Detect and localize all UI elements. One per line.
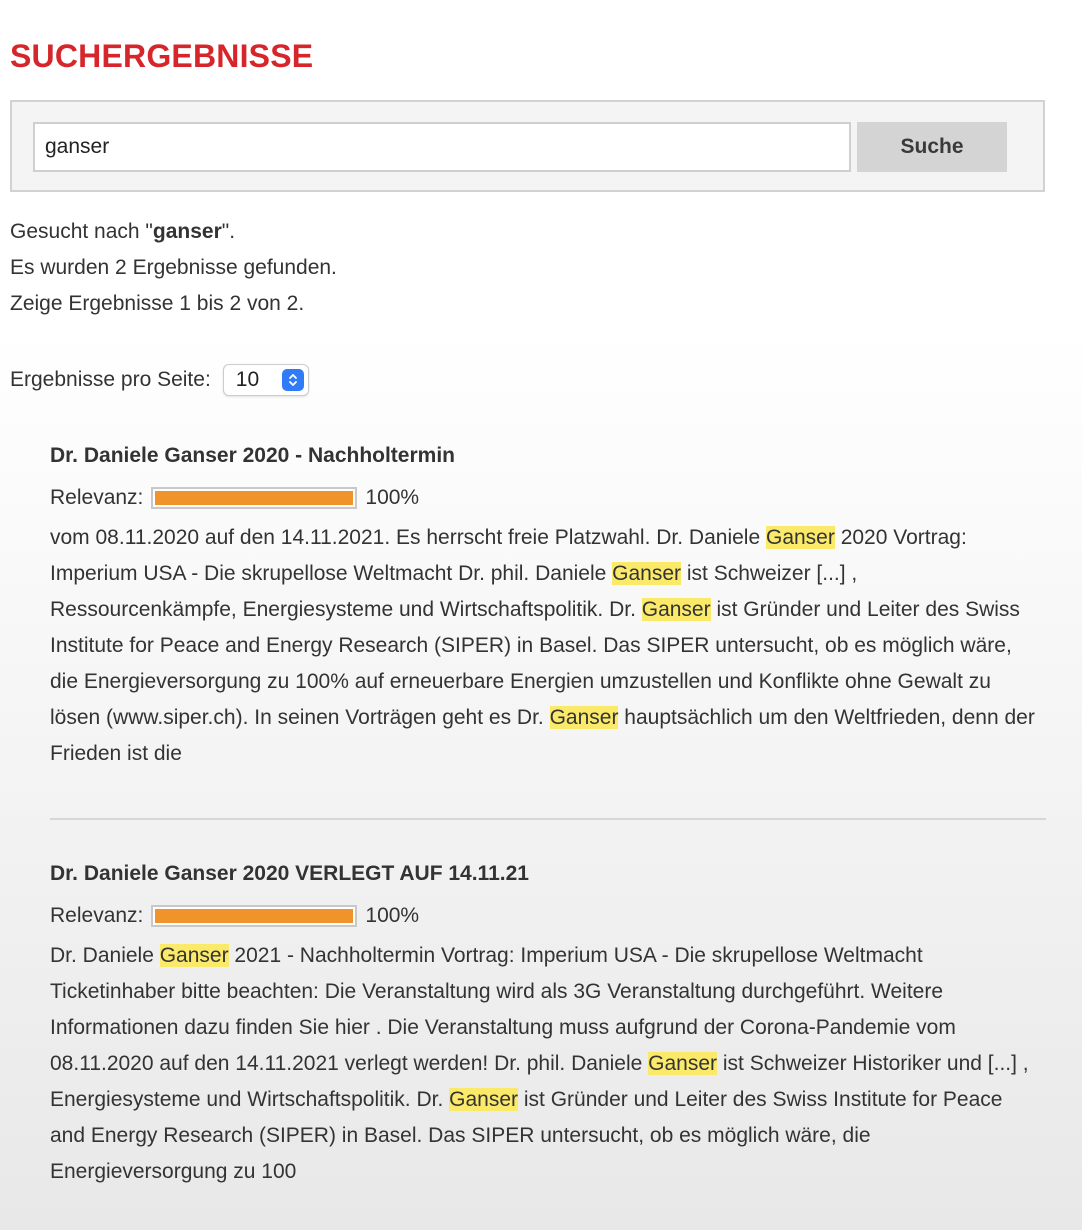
snippet-text: ist Gründer und Leiter des Swiss Institute for Peace and Energy Research (SIPER) in Basel. Das SIPER untersucht, ob es möglich wäre, die Energieversorgung zu 100% auf erneuerbare Energien umzustellen und Konflikte ohne Gewalt zu lösen (www.siper.ch). In seinen Vorträgen geht es Dr. xyxy=(50,598,1020,729)
searched-term: ganser xyxy=(152,220,222,243)
per-page-selected-value: 10 xyxy=(235,368,260,391)
highlighted-term: Ganser xyxy=(641,598,711,621)
result-snippet xyxy=(50,938,1040,1190)
searched-prefix: Gesucht nach " xyxy=(10,220,153,243)
select-arrows-icon xyxy=(282,369,304,391)
page-title: SUCHERGEBNISSE xyxy=(10,38,314,74)
snippet-text: ist Schweizer [...] , Ressourcenkämpfe, Energiesysteme und Wirtschaftspolitik. Dr. xyxy=(50,562,858,621)
relevance-bar xyxy=(151,905,357,927)
snippet-text: ist Gründer und Leiter des Swiss Institute for Peace and Energy Research (SIPER) in Basel. Das SIPER untersucht, ob es möglich wäre, die Energieversorgung zu 100 xyxy=(50,1088,1003,1183)
per-page-select[interactable] xyxy=(223,364,309,396)
result-title[interactable]: Dr. Daniele Ganser 2020 VERLEGT AUF 14.11.21 xyxy=(50,862,529,885)
highlighted-term: Ganser xyxy=(765,526,835,549)
results-per-page xyxy=(10,362,309,398)
search-result xyxy=(50,856,1046,1190)
search-box xyxy=(10,100,1045,192)
snippet-text: 2021 - Nachholtermin Vortrag: Imperium USA - Die skrupellose Weltmacht Ticketinhaber bitte beachten: Die Veranstaltung wird als 3G Veranstaltung durchgeführt. Weitere Informationen dazu finden Sie hier . Die Veranstaltung muss aufgrund der Corona-Pandemie vom 08.11.2020 auf den 14.11.2021 verlegt werden! Dr. phil. Daniele xyxy=(50,944,956,1075)
highlighted-term: Ganser xyxy=(549,706,619,729)
highlighted-term: Ganser xyxy=(159,944,229,967)
results-found-text: Es wurden 2 Ergebnisse gefunden. xyxy=(10,256,337,279)
highlighted-term: Ganser xyxy=(449,1088,519,1111)
relevance-value: 100% xyxy=(365,486,420,509)
per-page-label: Ergebnisse pro Seite: xyxy=(10,368,211,391)
snippet-text: hauptsächlich um den Weltfrieden, denn der Frieden ist die xyxy=(50,706,1035,765)
highlighted-term: Ganser xyxy=(648,1052,718,1075)
result-title[interactable]: Dr. Daniele Ganser 2020 - Nachholtermin xyxy=(50,444,455,467)
snippet-text: vom 08.11.2020 auf den 14.11.2021. Es herrscht freie Platzwahl. Dr. Daniele xyxy=(50,526,766,549)
relevance xyxy=(50,480,1046,516)
results-showing-text: Zeige Ergebnisse 1 bis 2 von 2. xyxy=(10,292,305,315)
search-button[interactable]: Suche xyxy=(857,122,1007,172)
result-divider xyxy=(50,818,1046,820)
snippet-text: ist Schweizer Historiker und [...] , Energiesysteme und Wirtschaftspolitik. Dr. xyxy=(50,1052,1029,1111)
snippet-text: 2020 Vortrag: Imperium USA - Die skrupellose Weltmacht Dr. phil. Daniele xyxy=(50,526,967,585)
relevance xyxy=(50,898,1046,934)
search-summary xyxy=(10,214,337,322)
highlighted-term: Ganser xyxy=(612,562,682,585)
searched-for-text xyxy=(10,214,337,250)
relevance-bar-fill xyxy=(155,491,353,505)
search-input[interactable] xyxy=(33,122,851,172)
relevance-label: Relevanz: xyxy=(50,904,144,927)
result-snippet xyxy=(50,520,1040,772)
relevance-value: 100% xyxy=(365,904,420,927)
snippet-text: Dr. Daniele xyxy=(50,944,160,967)
searched-suffix: ". xyxy=(221,220,236,243)
relevance-label: Relevanz: xyxy=(50,486,144,509)
relevance-bar xyxy=(151,487,357,509)
relevance-bar-fill xyxy=(155,909,353,923)
search-result xyxy=(50,438,1046,772)
